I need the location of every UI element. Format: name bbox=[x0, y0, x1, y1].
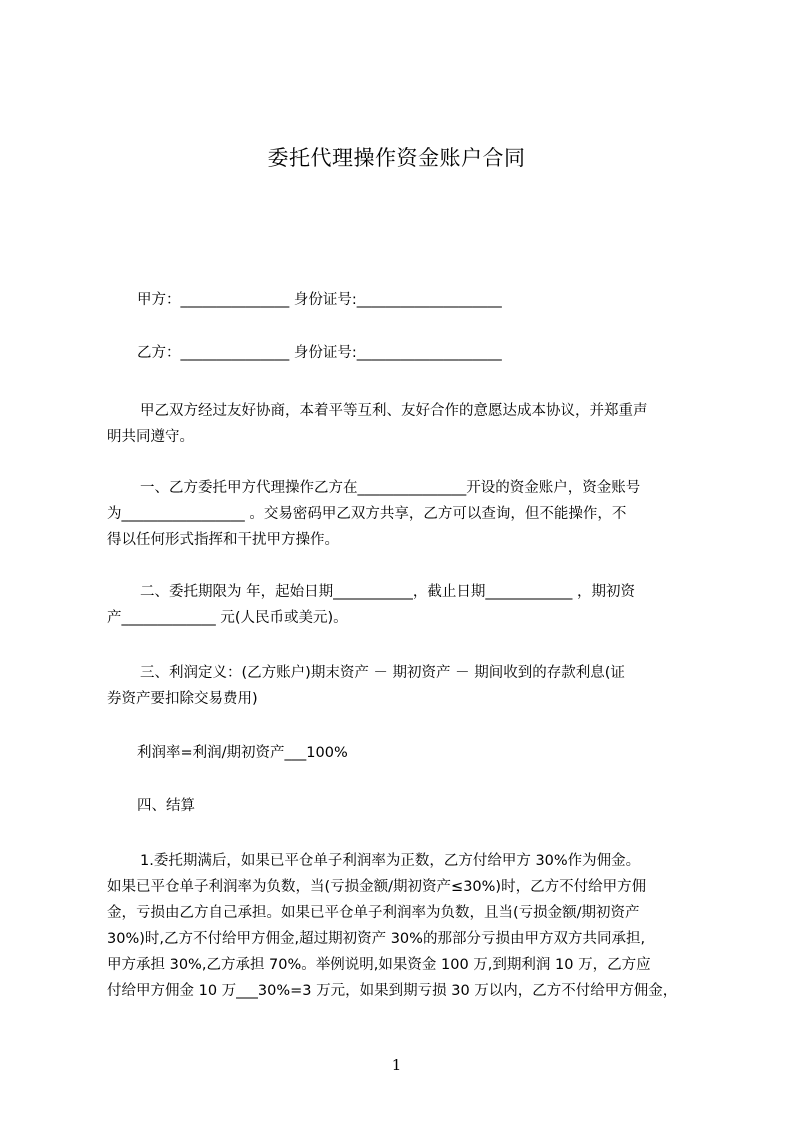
party-a-line: 甲方：_______________ 身份证号:____________________ bbox=[137, 292, 502, 308]
party-b-line: 乙方：_______________ 身份证号:____________________ bbox=[137, 345, 502, 361]
intro-line: 明共同遵守。 bbox=[107, 429, 194, 445]
clause-4-heading: 四、结算 bbox=[137, 798, 195, 814]
settlement-line: 金，亏损由乙方自己承担。如果已平仓单子利润率为负数，且当(亏损金额/期初资产 bbox=[107, 905, 640, 921]
settlement-line: 30%)时,乙方不付给甲方佣金,超过期初资产 30%的那部分亏损由甲方双方共同承担, bbox=[107, 931, 646, 947]
settlement-line: 1.委托期满后，如果已平仓单子利润率为正数，乙方付给甲方 30%作为佣金。 bbox=[140, 853, 641, 869]
profit-formula: 利润率=利润/期初资产___100% bbox=[137, 745, 348, 761]
clause-1-line: 一、乙方委托甲方代理操作乙方在_______________开设的资金账户，资金账号 bbox=[140, 480, 641, 496]
clause-3-line: 券资产要扣除交易费用) bbox=[107, 691, 258, 707]
page-number: 1 bbox=[391, 1056, 402, 1074]
intro-line: 甲乙双方经过友好协商，本着平等互利、友好合作的意愿达成本协议，并郑重声 bbox=[140, 403, 648, 419]
settlement-line: 付给甲方佣金 10 万___30%=3 万元，如果到期亏损 30 万以内，乙方不付给甲方佣金， bbox=[107, 983, 678, 999]
document-title: 委托代理操作资金账户合同 bbox=[267, 146, 526, 170]
clause-1-line: 得以任何形式指挥和干扰甲方操作。 bbox=[107, 532, 339, 548]
clause-3-line: 三、利润定义：(乙方账户)期末资产 － 期初资产 － 期间收到的存款利息(证 bbox=[140, 665, 625, 681]
clause-2-line: 二、委托期限为 年，起始日期___________，截止日期____________ ，期初资 bbox=[140, 584, 635, 600]
clause-2-line: 产_____________ 元(人民币或美元)。 bbox=[107, 610, 348, 626]
settlement-line: 如果已平仓单子利润率为负数，当(亏损金额/期初资产≤30%)时，乙方不付给甲方佣 bbox=[107, 879, 647, 895]
clause-1-line: 为_________________ 。交易密码甲乙双方共享，乙方可以查询，但不能操作，不 bbox=[107, 506, 627, 522]
settlement-line: 甲方承担 30%,乙方承担 70%。举例说明,如果资金 100 万,到期利润 10 万，乙方应 bbox=[107, 957, 651, 973]
